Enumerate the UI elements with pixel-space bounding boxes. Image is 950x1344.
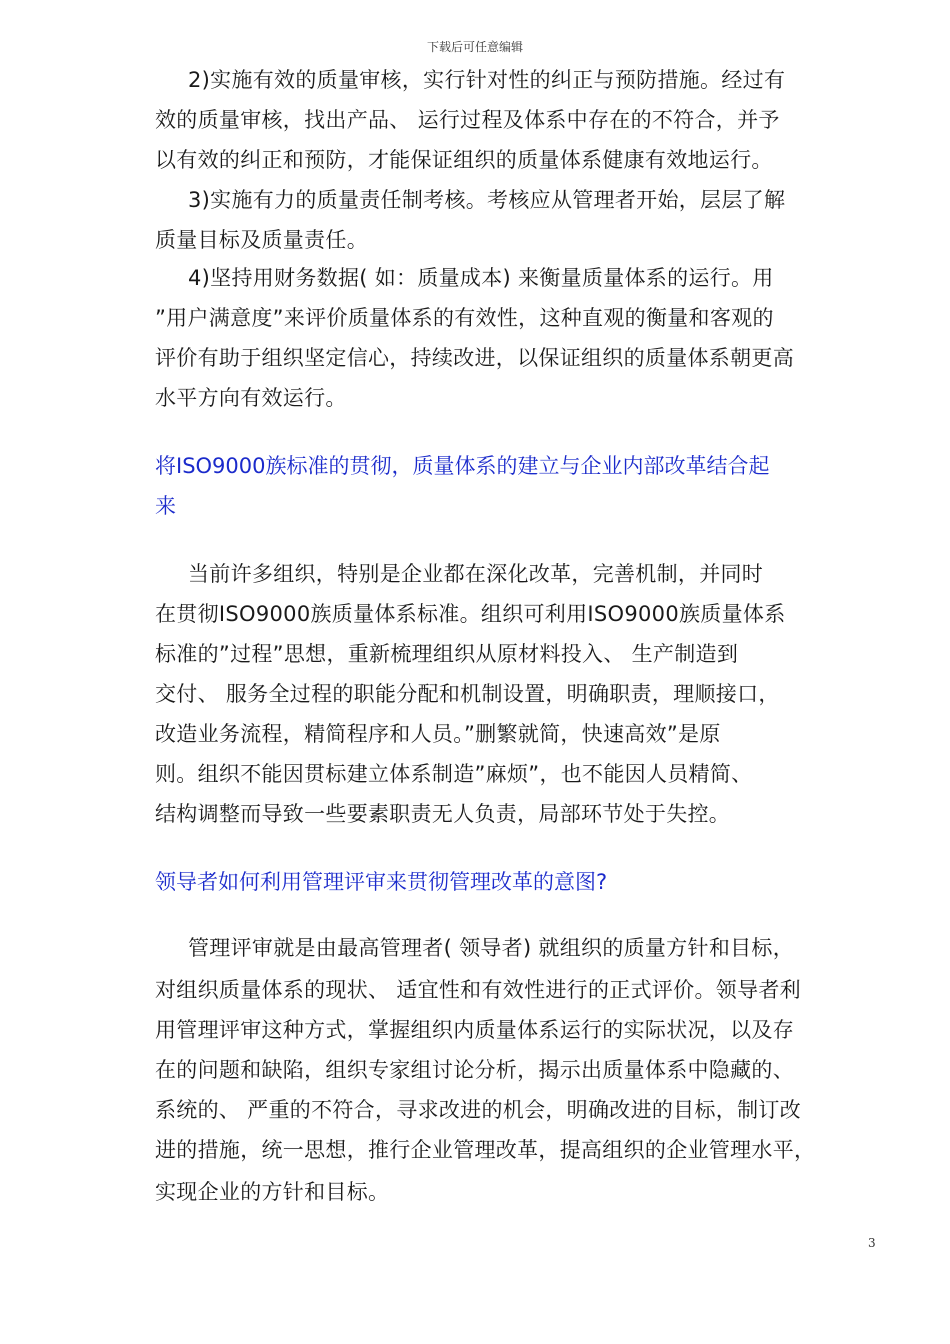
paragraph-line: 评价有助于组织坚定信心，持续改进，以保证组织的质量体系朝更高 bbox=[155, 346, 794, 370]
paragraph-line: 4)坚持用财务数据( 如：质量成本) 来衡量质量体系的运行。用 bbox=[188, 266, 774, 290]
paragraph-line: 管理评审就是由最高管理者( 领导者) 就组织的质量方针和目标， bbox=[188, 936, 795, 960]
section-heading: 来 bbox=[155, 494, 176, 518]
paragraph-line: ”用户满意度”来评价质量体系的有效性，这种直观的衡量和客观的 bbox=[155, 306, 774, 330]
paragraph-line: 用管理评审这种方式，掌握组织内质量体系运行的实际状况，以及存 bbox=[155, 1018, 794, 1042]
paragraph-line: 改造业务流程，精简程序和人员。”删繁就简，快速高效”是原 bbox=[155, 722, 721, 746]
paragraph-line: 则。组织不能因贯标建立体系制造”麻烦”，也不能因人员精简、 bbox=[155, 762, 753, 786]
page-header: 下载后可任意编辑 bbox=[426, 40, 523, 54]
paragraph-line: 标准的”过程”思想，重新梳理组织从原材料投入、 生产制造到 bbox=[155, 642, 739, 666]
paragraph-line: 水平方向有效运行。 bbox=[155, 386, 347, 410]
page-number: 3 bbox=[868, 1236, 876, 1250]
section-heading: 将ISO9000族标准的贯彻，质量体系的建立与企业内部改革结合起 bbox=[155, 454, 770, 478]
paragraph-line: 以有效的纠正和预防，才能保证组织的质量体系健康有效地运行。 bbox=[155, 148, 773, 172]
paragraph-line: 3)实施有力的质量责任制考核。考核应从管理者开始，层层了解 bbox=[188, 188, 786, 212]
paragraph-line: 质量目标及质量责任。 bbox=[155, 228, 368, 252]
paragraph-line: 在贯彻ISO9000族质量体系标准。组织可利用ISO9000族质量体系 bbox=[155, 602, 786, 626]
paragraph-line: 进的措施，统一思想，推行企业管理改革，提高组织的企业管理水平， bbox=[155, 1138, 816, 1162]
paragraph-line: 系统的、 严重的不符合，寻求改进的机会，明确改进的目标，制订改 bbox=[155, 1098, 801, 1122]
paragraph-line: 对组织质量体系的现状、 适宜性和有效性进行的正式评价。领导者利 bbox=[155, 978, 801, 1002]
paragraph-line: 实现企业的方针和目标。 bbox=[155, 1180, 390, 1204]
section-heading: 领导者如何利用管理评审来贯彻管理改革的意图? bbox=[155, 870, 608, 894]
paragraph-line: 当前许多组织，特别是企业都在深化改革，完善机制，并同时 bbox=[188, 562, 764, 586]
paragraph-line: 2)实施有效的质量审核，实行针对性的纠正与预防措施。经过有 bbox=[188, 68, 786, 92]
paragraph-line: 效的质量审核，找出产品、 运行过程及体系中存在的不符合，并予 bbox=[155, 108, 780, 132]
paragraph-line: 在的问题和缺陷，组织专家组讨论分析，揭示出质量体系中隐藏的、 bbox=[155, 1058, 794, 1082]
paragraph-line: 结构调整而导致一些要素职责无人负责，局部环节处于失控。 bbox=[155, 802, 731, 826]
paragraph-line: 交付、 服务全过程的职能分配和机制设置，明确职责，理顺接口， bbox=[155, 682, 780, 706]
